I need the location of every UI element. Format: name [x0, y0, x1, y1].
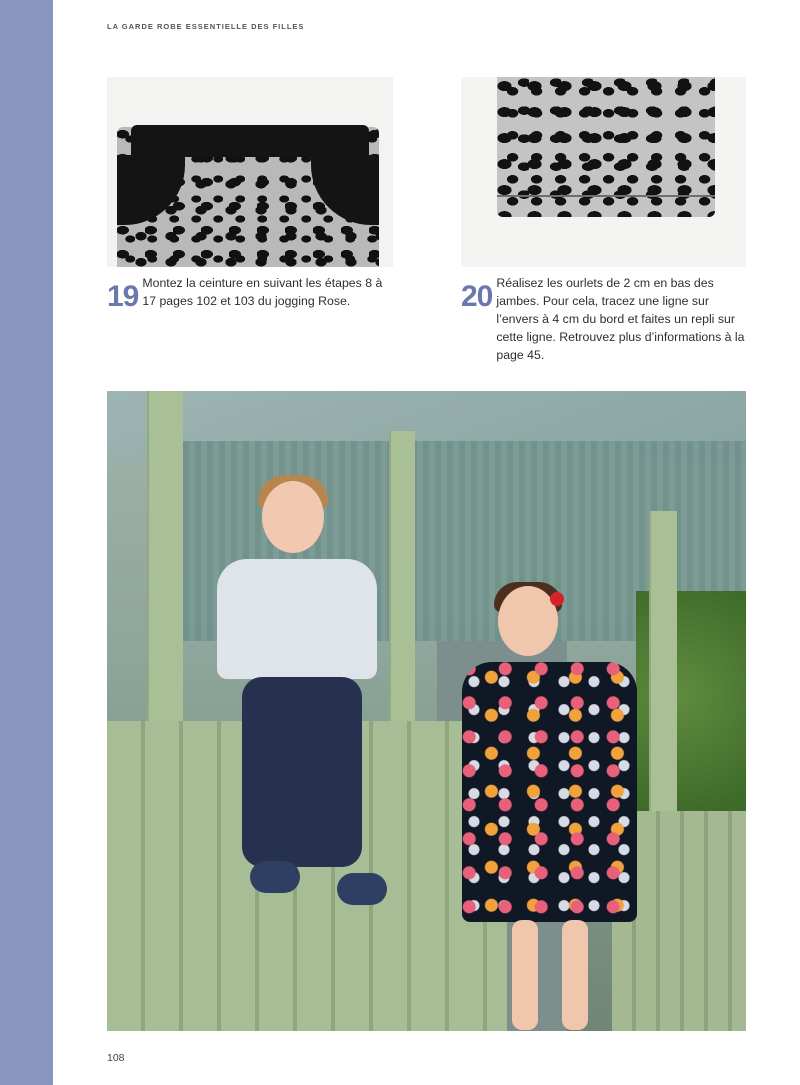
- running-header: LA GARDE ROBE ESSENTIELLE DES FILLES: [107, 22, 305, 31]
- leg: [562, 920, 588, 1030]
- step-number: 19: [107, 280, 139, 313]
- sneaker: [337, 873, 387, 905]
- sneaker: [250, 861, 300, 893]
- step-text: Réalisez les ourlets de 2 cm en bas des jambes. Pour cela, tracez une ligne sur l’envers à 4 cm du bord et faites un repli sur cette ligne. Retrouvez plus d’informations à la page 45.: [496, 276, 745, 362]
- sweatshirt: [217, 559, 377, 679]
- hem-stitch-line: [497, 195, 715, 197]
- step-number: 20: [461, 280, 493, 313]
- jeggings: [242, 677, 362, 867]
- girl-sitting-on-fence: [202, 481, 382, 941]
- black-waistband: [131, 125, 369, 157]
- page-number: 108: [107, 1052, 125, 1064]
- hair-flower: [550, 592, 564, 606]
- step-20: [461, 274, 751, 364]
- face: [262, 481, 324, 553]
- girl-standing-in-dress: [462, 586, 642, 1031]
- main-photo-girls-porch: [107, 391, 746, 1031]
- floral-dress: [462, 662, 637, 922]
- side-color-band: [0, 0, 53, 1085]
- leg: [512, 920, 538, 1030]
- step-19: [107, 274, 397, 312]
- step-text: Montez la ceinture en suivant les étapes 8 à 17 pages 102 et 103 du jogging Rose.: [142, 276, 383, 308]
- face: [498, 586, 558, 656]
- photo-step-19-waistband: [107, 77, 393, 267]
- photo-step-20-hem: [461, 77, 746, 267]
